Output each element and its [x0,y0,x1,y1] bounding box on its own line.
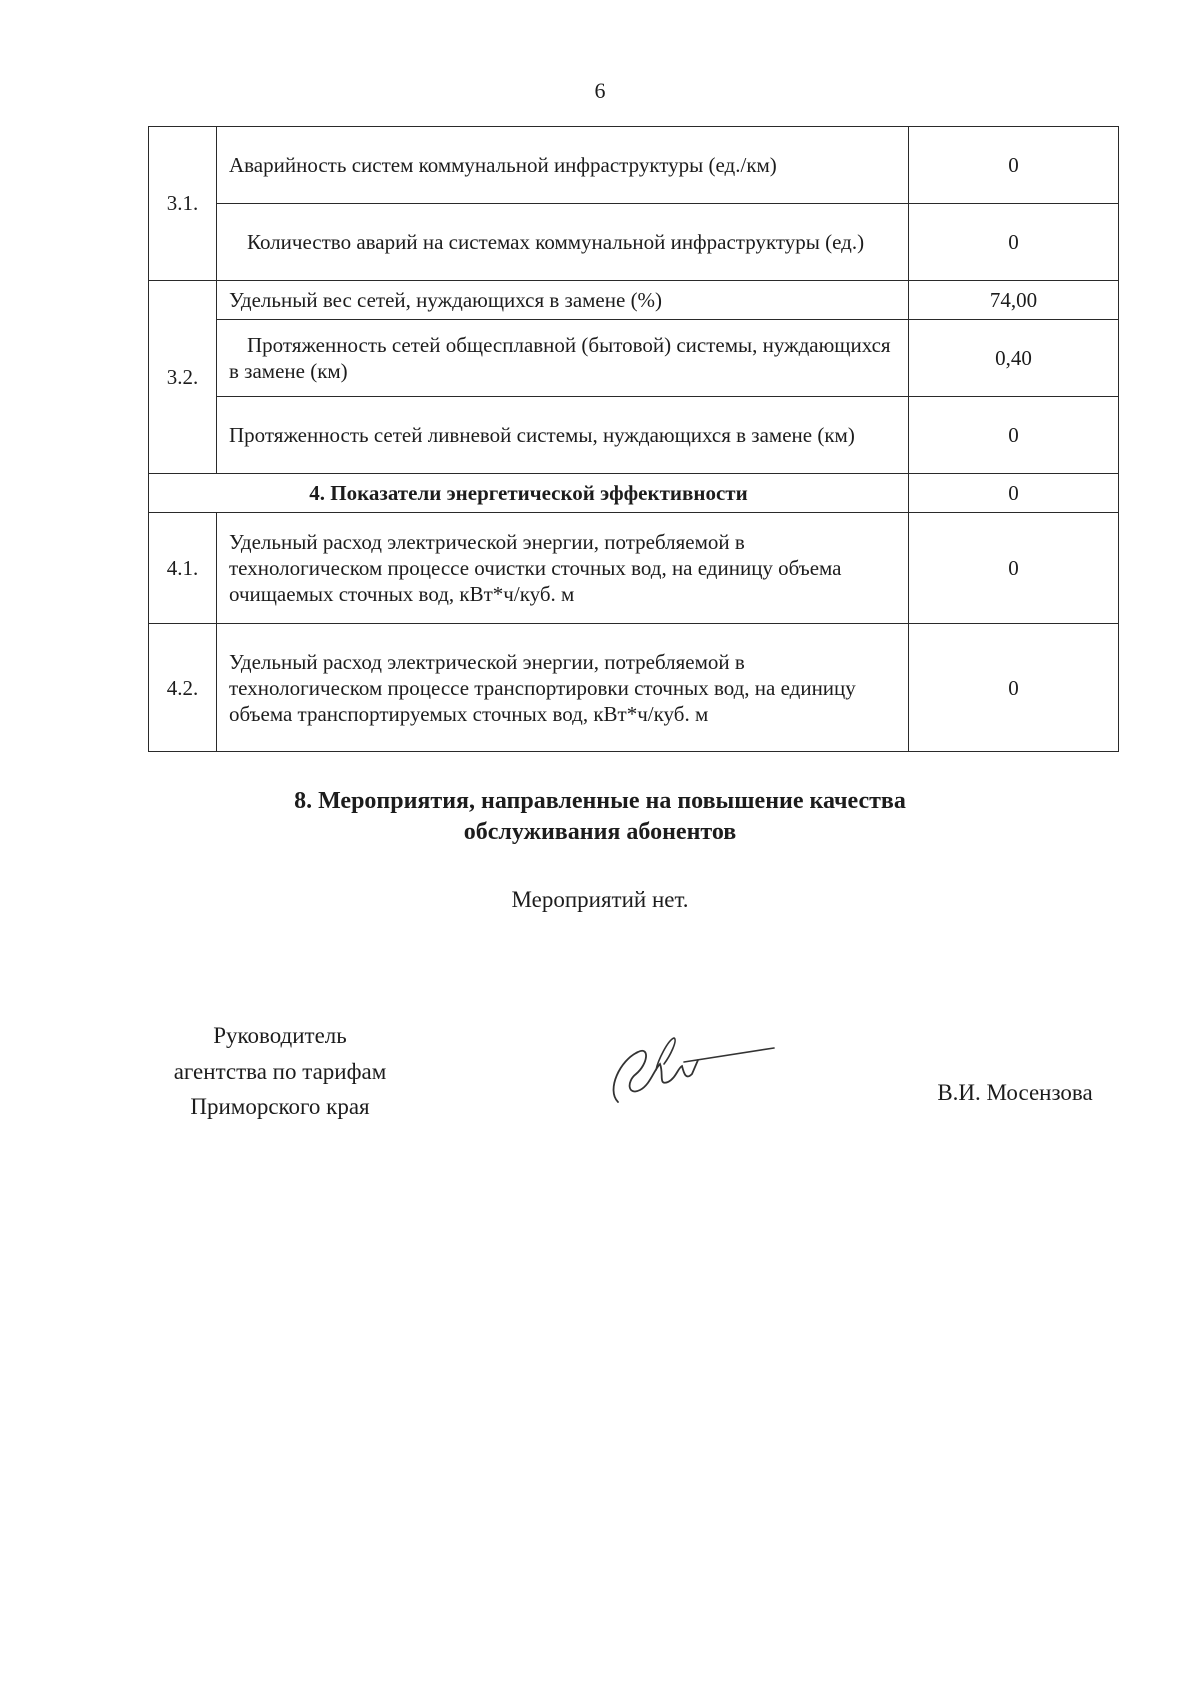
table-row [149,320,1119,397]
indicator-value: 0 [909,204,1119,281]
indicator-name: Удельный расход электрической энергии, потребляемой в технологическом процессе очистки сточных вод, на единицу объема очищаемых сточных вод, кВт*ч/куб. м [217,513,909,624]
table-row [149,474,1119,513]
table-row [149,397,1119,474]
section-title-line: обслуживания абонентов [463,819,737,846]
section-body: Мероприятий нет. [511,887,689,912]
position-line: агентства по тарифам [173,1058,387,1084]
indicator-name: Удельный вес сетей, нуждающихся в замене (%) [217,281,909,320]
indicator-value: 0,40 [909,320,1119,397]
indicator-value: 0 [909,474,1119,513]
group-heading: 4. Показатели энергетической эффективности [149,474,909,513]
indicator-name: Протяженность сетей ливневой системы, нуждающихся в замене (км) [217,397,909,474]
table-row [149,513,1119,624]
indicator-value: 0 [909,127,1119,204]
table-row [149,204,1119,281]
page-number: 6 [594,78,606,103]
handwritten-signature [598,1030,778,1110]
row-number: 3.1. [149,127,217,281]
indicator-name: Количество аварий на системах коммунальной инфраструктуры (ед.) [217,204,909,281]
position-line: Руководитель [213,1023,347,1048]
indicators-table [148,126,1119,752]
row-number: 4.2. [149,624,217,752]
indicator-value: 74,00 [909,281,1119,320]
indicator-name: Аварийность систем коммунальной инфраструктуры (ед./км) [217,127,909,204]
signer-name: В.И. Мосензова [937,1080,1093,1105]
position-line: Приморского края [190,1094,370,1120]
table-row [149,281,1119,320]
signatory-position [140,1018,420,1125]
row-number: 4.1. [149,513,217,624]
indicator-value: 0 [909,624,1119,752]
section-title [0,786,1200,848]
section-title-line: 8. Мероприятия, направленные на повышение качества [294,788,906,814]
indicator-name: Удельный расход электрической энергии, потребляемой в технологическом процессе транспортировки сточных вод, на единицу объема транспортируемых сточных вод, кВт*ч/куб. м [217,624,909,752]
indicator-name: Протяженность сетей общесплавной (бытовой) системы, нуждающихся в замене (км) [217,320,909,397]
table-row [149,624,1119,752]
row-number: 3.2. [149,281,217,474]
indicator-value: 0 [909,513,1119,624]
table-row [149,127,1119,204]
indicator-value: 0 [909,397,1119,474]
